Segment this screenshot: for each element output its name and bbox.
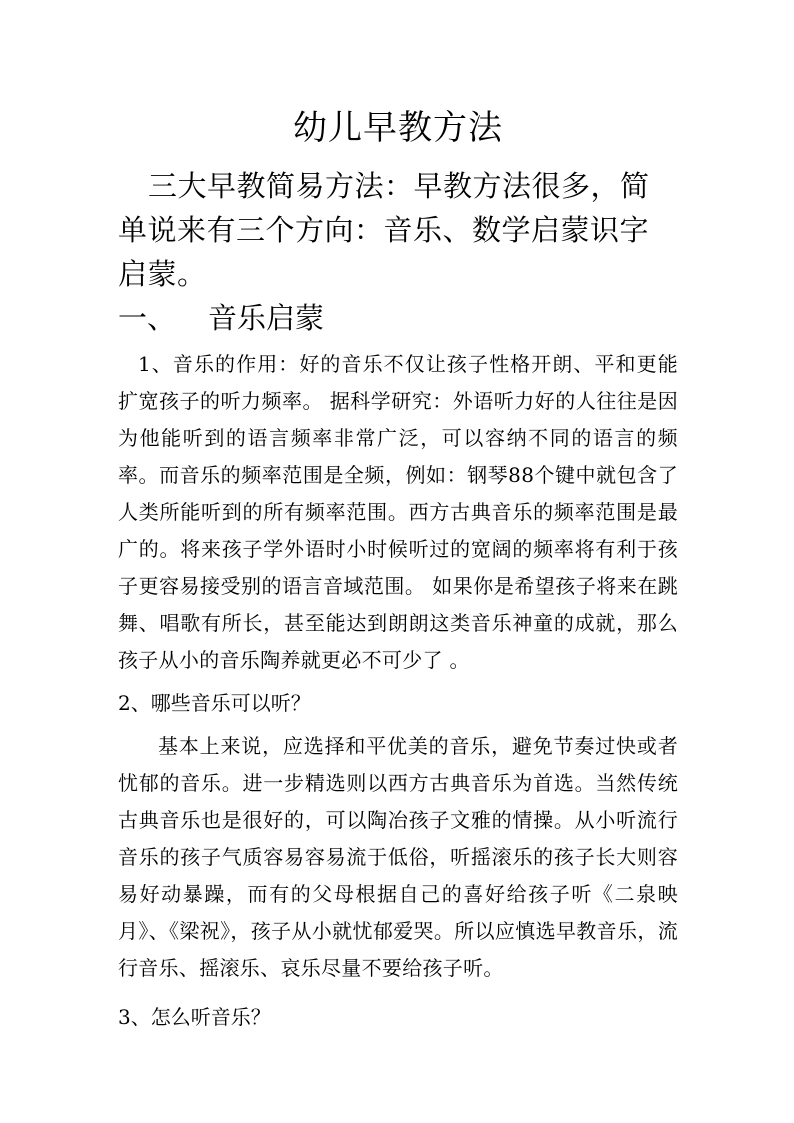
question-which-music: 2、哪些音乐可以听？ bbox=[118, 691, 311, 715]
document-page bbox=[118, 100, 678, 1036]
paragraph-music-choice: 基本上来说，应选择和平优美的音乐，避免节奏过快或者忧郁的音乐。进一步精选则以西方古典音乐为首选。当然传统古典音乐也是很好的，可以陶冶孩子文雅的情操。从小听流行音乐的孩子气质容易容易流于低俗，听摇滚乐的孩子长大则容易好动暴躁，而有的父母根据自己的喜好给孩子听《二泉映月》、《梁祝》，孩子从小就忧郁爱哭。所以应慎选早教音乐，流行音乐、摇滚乐、哀乐尽量不要给孩子听。 bbox=[118, 734, 678, 980]
question-how-listen: 3、怎么听音乐？ bbox=[118, 1005, 271, 1029]
section-number: 一、 bbox=[118, 301, 177, 335]
intro-paragraph: 三大早教简易方法：早教方法很多，简单说来有三个方向：音乐、数学启蒙识字启蒙。 bbox=[118, 169, 650, 291]
document-title: 幼儿早教方法 bbox=[293, 108, 503, 148]
section-heading bbox=[118, 296, 678, 340]
section-title: 音乐启蒙 bbox=[208, 301, 325, 335]
paragraph-music-role: 1、音乐的作用：好的音乐不仅让孩子性格开朗、平和更能扩宽孩子的听力频率。 据科学研究：外语听力好的人往往是因为他能听到的语言频率非常广泛，可以容纳不同的语言的频率。而音乐的频率范围是全频，例如：钢琴88个键中就包含了人类所能听到的所有频率范围。西方古典音乐的频率范围是最广的。将来孩子学外语时小时候听过的宽阔的频率将有利于孩子更容易接受别的语言音域范围。 如果你是希望孩子将来在跳舞、唱歌有所长，甚至能达到朗朗这类音乐神童的成就，那么孩子从小的音乐陶养就更必不可少了 。 bbox=[118, 352, 678, 672]
